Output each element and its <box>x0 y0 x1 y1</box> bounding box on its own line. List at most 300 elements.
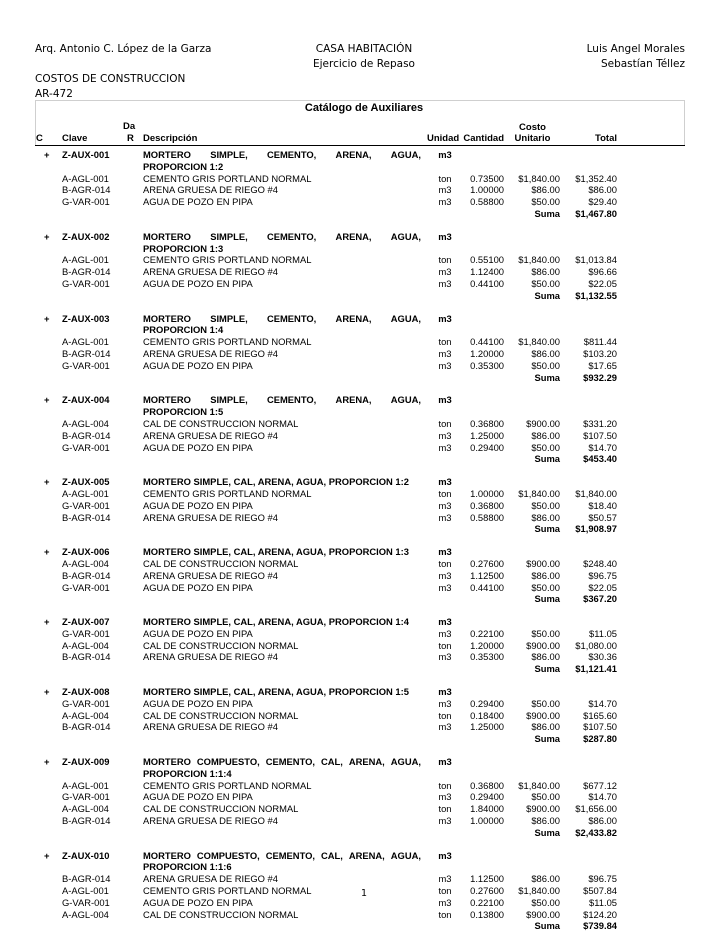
item-quantity: 0.36800 <box>470 779 504 791</box>
item-unit: ton <box>438 172 452 184</box>
header-project <box>250 42 478 72</box>
item-unit-cost: $86.00 <box>531 184 560 196</box>
group-description <box>143 756 421 768</box>
description-word: SIMPLE, <box>210 230 248 242</box>
description-word: ARENA, <box>335 230 372 242</box>
col-header-r: R <box>127 133 134 144</box>
item-unit: m3 <box>438 441 452 453</box>
item-unit: m3 <box>438 627 452 639</box>
item-row <box>0 570 728 582</box>
group-spacer <box>0 465 728 476</box>
group-description: MORTERO SIMPLE, CAL, ARENA, AGUA, PROPORCION 1:4 <box>143 616 409 628</box>
item-description: AGUA DE POZO EN PIPA <box>143 896 253 908</box>
item-quantity: 0.22100 <box>470 896 504 908</box>
item-description: AGUA DE POZO EN PIPA <box>143 499 253 511</box>
description-word: ARENA, <box>348 756 385 768</box>
item-quantity: 0.22100 <box>470 627 504 639</box>
item-unit-cost: $50.00 <box>531 441 560 453</box>
item-row <box>0 336 728 348</box>
group-description-continuation <box>0 861 728 873</box>
group-description <box>143 394 421 406</box>
item-unit-cost: $86.00 <box>531 651 560 663</box>
item-total: $1,013.84 <box>575 254 617 266</box>
item-clave: A-AGL-001 <box>62 172 109 184</box>
group-spacer <box>0 302 728 313</box>
item-unit-cost: $900.00 <box>526 908 560 920</box>
group-description <box>143 313 421 325</box>
col-header-c: C <box>36 133 43 144</box>
col-header-total: Total <box>595 133 617 144</box>
group-spacer <box>0 220 728 231</box>
group-clave: Z-AUX-004 <box>62 394 110 406</box>
suma-label: Suma <box>534 826 560 838</box>
item-description: ARENA GRUESA DE RIEGO #4 <box>143 266 278 278</box>
group-spacer <box>0 605 728 616</box>
item-row <box>0 360 728 372</box>
item-row <box>0 791 728 803</box>
item-quantity: 0.58800 <box>470 196 504 208</box>
item-row <box>0 418 728 430</box>
item-quantity: 0.13800 <box>470 908 504 920</box>
item-unit: m3 <box>438 359 452 371</box>
suma-row <box>0 372 728 384</box>
item-total: $50.57 <box>588 511 617 523</box>
item-description: ARENA GRUESA DE RIEGO #4 <box>143 721 278 733</box>
header-students <box>587 42 685 72</box>
col-header-unitario: Unitario <box>514 133 551 144</box>
item-clave: A-AGL-004 <box>62 908 109 920</box>
item-clave: G-VAR-001 <box>62 499 110 511</box>
group-header-row <box>0 476 728 488</box>
expand-mark: + <box>44 546 50 558</box>
item-unit: ton <box>438 639 452 651</box>
group-clave: Z-AUX-010 <box>62 849 110 861</box>
expand-mark: + <box>44 149 50 160</box>
suma-label: Suma <box>534 733 560 745</box>
item-unit: m3 <box>438 347 452 359</box>
item-clave: A-AGL-004 <box>62 709 109 721</box>
description-word: CEMENTO, <box>265 756 316 768</box>
item-quantity: 1.25000 <box>470 721 504 733</box>
item-description: CAL DE CONSTRUCCION NORMAL <box>143 709 299 721</box>
group-description-continuation <box>0 768 728 780</box>
item-clave: A-AGL-004 <box>62 417 109 429</box>
item-row <box>0 196 728 208</box>
item-total: $1,352.40 <box>575 172 617 184</box>
item-quantity: 0.29400 <box>470 791 504 803</box>
item-total: $1,656.00 <box>575 803 617 815</box>
item-row <box>0 254 728 266</box>
item-unit-cost: $50.00 <box>531 196 560 208</box>
description-word: ARENA, <box>348 849 385 861</box>
expand-mark: + <box>44 849 50 861</box>
item-unit: ton <box>438 885 452 897</box>
item-unit: ton <box>438 417 452 429</box>
item-clave: A-AGL-001 <box>62 336 109 348</box>
item-unit-cost: $900.00 <box>526 557 560 569</box>
item-unit: m3 <box>438 791 452 803</box>
item-unit: ton <box>438 803 452 815</box>
group-spacer <box>0 535 728 546</box>
group-unit: m3 <box>438 394 452 406</box>
group-spacer <box>0 839 728 850</box>
item-unit-cost: $86.00 <box>531 721 560 733</box>
item-unit-cost: $1,840.00 <box>518 779 560 791</box>
item-unit-cost: $50.00 <box>531 627 560 639</box>
header-author <box>35 42 211 57</box>
description-word: COMPUESTO, <box>196 849 260 861</box>
item-quantity: 0.44100 <box>470 336 504 348</box>
description-word: MORTERO <box>143 312 191 324</box>
suma-row <box>0 663 728 675</box>
group-header-row <box>0 394 728 406</box>
header-project-subtitle: Ejercicio de Repaso <box>313 58 415 70</box>
expand-mark: + <box>44 756 50 768</box>
item-clave: G-VAR-001 <box>62 441 110 453</box>
item-description: AGUA DE POZO EN PIPA <box>143 196 253 208</box>
item-clave: G-VAR-001 <box>62 277 110 289</box>
group-unit: m3 <box>438 616 452 628</box>
item-quantity: 1.25000 <box>470 429 504 441</box>
item-quantity: 1.00000 <box>470 815 504 827</box>
item-description: ARENA GRUESA DE RIEGO #4 <box>143 651 278 663</box>
item-unit-cost: $1,840.00 <box>518 336 560 348</box>
col-header-unidad: Unidad <box>427 133 460 144</box>
suma-row <box>0 593 728 605</box>
item-unit-cost: $86.00 <box>531 266 560 278</box>
item-unit-cost: $1,840.00 <box>518 254 560 266</box>
item-quantity: 0.35300 <box>470 359 504 371</box>
group-description: MORTERO SIMPLE, CAL, ARENA, AGUA, PROPORCION 1:5 <box>143 686 409 698</box>
item-description: AGUA DE POZO EN PIPA <box>143 697 253 709</box>
item-total: $14.70 <box>588 697 617 709</box>
group-unit: m3 <box>438 686 452 698</box>
item-quantity: 1.00000 <box>470 487 504 499</box>
group-description <box>143 149 421 161</box>
suma-row <box>0 920 728 932</box>
item-unit-cost: $86.00 <box>531 569 560 581</box>
suma-label: Suma <box>534 523 560 535</box>
item-clave: B-AGR-014 <box>62 873 111 885</box>
item-description: CEMENTO GRIS PORTLAND NORMAL <box>143 885 312 897</box>
group-spacer <box>0 383 728 394</box>
header-student-2: Sebastían Téllez <box>600 58 685 70</box>
expand-mark: + <box>44 686 50 698</box>
item-description: ARENA GRUESA DE RIEGO #4 <box>143 815 278 827</box>
item-total: $124.20 <box>583 908 617 920</box>
item-unit: m3 <box>438 184 452 196</box>
group-unit: m3 <box>438 849 452 861</box>
expand-mark: + <box>44 616 50 628</box>
item-clave: A-AGL-004 <box>62 639 109 651</box>
item-quantity: 0.36800 <box>470 499 504 511</box>
header-student-1: Luis Angel Morales <box>586 43 685 55</box>
item-unit-cost: $86.00 <box>531 873 560 885</box>
item-quantity: 1.84000 <box>470 803 504 815</box>
item-row <box>0 803 728 815</box>
item-description: CAL DE CONSTRUCCION NORMAL <box>143 417 299 429</box>
item-row <box>0 721 728 733</box>
item-clave: G-VAR-001 <box>62 896 110 908</box>
item-total: $22.05 <box>588 277 617 289</box>
item-clave: B-AGR-014 <box>62 511 111 523</box>
group-description-line2: PROPORCION 1:1:6 <box>143 861 232 873</box>
group-clave: Z-AUX-003 <box>62 312 110 324</box>
suma-value: $2,433.82 <box>575 826 617 838</box>
header-rule <box>35 145 685 146</box>
group-description-line2: PROPORCION 1:2 <box>143 160 224 172</box>
item-clave: A-AGL-001 <box>62 254 109 266</box>
item-quantity: 0.58800 <box>470 511 504 523</box>
item-clave: G-VAR-001 <box>62 359 110 371</box>
item-quantity: 1.00000 <box>470 184 504 196</box>
item-quantity: 1.20000 <box>470 639 504 651</box>
group-description-continuation <box>0 406 728 418</box>
description-word: SIMPLE, <box>210 149 248 160</box>
description-word: SIMPLE, <box>210 394 248 406</box>
item-unit: m3 <box>438 721 452 733</box>
item-description: ARENA GRUESA DE RIEGO #4 <box>143 873 278 885</box>
item-total: $18.40 <box>588 499 617 511</box>
item-clave: G-VAR-001 <box>62 697 110 709</box>
col-header-descripcion: Descripción <box>143 133 198 144</box>
group-clave: Z-AUX-006 <box>62 546 110 558</box>
item-row <box>0 558 728 570</box>
item-description: CEMENTO GRIS PORTLAND NORMAL <box>143 172 312 184</box>
item-unit: m3 <box>438 896 452 908</box>
item-total: $507.84 <box>583 885 617 897</box>
suma-value: $1,132.55 <box>575 289 617 301</box>
item-total: $96.75 <box>588 873 617 885</box>
table-frame-top <box>35 100 685 101</box>
item-row <box>0 430 728 442</box>
auxiliares-table <box>0 149 728 932</box>
item-row <box>0 348 728 360</box>
item-unit: m3 <box>438 511 452 523</box>
group-description <box>143 231 421 243</box>
item-row <box>0 698 728 710</box>
group-clave: Z-AUX-007 <box>62 616 110 628</box>
item-unit-cost: $86.00 <box>531 511 560 523</box>
item-unit-cost: $50.00 <box>531 359 560 371</box>
item-unit-cost: $50.00 <box>531 277 560 289</box>
item-quantity: 0.36800 <box>470 417 504 429</box>
item-total: $17.65 <box>588 359 617 371</box>
description-word: AGUA, <box>390 756 421 768</box>
group-spacer <box>0 675 728 686</box>
item-total: $96.66 <box>588 266 617 278</box>
suma-value: $1,908.97 <box>575 523 617 535</box>
group-header-row <box>0 850 728 862</box>
item-unit: ton <box>438 779 452 791</box>
item-total: $107.50 <box>583 721 617 733</box>
item-unit-cost: $50.00 <box>531 896 560 908</box>
item-total: $22.05 <box>588 581 617 593</box>
group-clave: Z-AUX-005 <box>62 476 110 488</box>
item-total: $331.20 <box>583 417 617 429</box>
item-total: $11.05 <box>589 627 617 639</box>
item-unit: ton <box>438 254 452 266</box>
suma-row <box>0 290 728 302</box>
item-description: ARENA GRUESA DE RIEGO #4 <box>143 569 278 581</box>
item-clave: B-AGR-014 <box>62 815 111 827</box>
item-unit-cost: $50.00 <box>531 791 560 803</box>
item-description: CEMENTO GRIS PORTLAND NORMAL <box>143 487 312 499</box>
item-row <box>0 442 728 454</box>
item-total: $96.75 <box>588 569 617 581</box>
group-description-line2: PROPORCION 1:1:4 <box>143 767 232 779</box>
item-total: $1,080.00 <box>575 639 617 651</box>
item-quantity: 1.12400 <box>470 266 504 278</box>
suma-label: Suma <box>534 371 560 383</box>
item-description: CEMENTO GRIS PORTLAND NORMAL <box>143 254 312 266</box>
item-unit: m3 <box>438 581 452 593</box>
description-word: CEMENTO, <box>265 849 316 861</box>
suma-value: $287.80 <box>583 733 617 745</box>
group-header-row <box>0 546 728 558</box>
description-word: CEMENTO, <box>266 312 317 324</box>
suma-row <box>0 208 728 220</box>
group-unit: m3 <box>438 756 452 768</box>
suma-value: $367.20 <box>583 593 617 605</box>
suma-value: $932.29 <box>583 371 617 383</box>
item-clave: G-VAR-001 <box>62 581 110 593</box>
item-clave: B-AGR-014 <box>62 429 111 441</box>
group-clave: Z-AUX-008 <box>62 686 110 698</box>
item-row <box>0 278 728 290</box>
item-row <box>0 173 728 185</box>
item-row <box>0 512 728 524</box>
item-quantity: 0.18400 <box>470 709 504 721</box>
item-unit: m3 <box>438 651 452 663</box>
item-description: CAL DE CONSTRUCCION NORMAL <box>143 639 299 651</box>
header-project-title: CASA HABITACIÓN <box>315 43 413 55</box>
group-description <box>143 850 421 862</box>
item-description: AGUA DE POZO EN PIPA <box>143 791 253 803</box>
item-row <box>0 488 728 500</box>
description-word: AGUA, <box>390 230 421 242</box>
group-unit: m3 <box>438 476 452 488</box>
group-description-line2: PROPORCION 1:3 <box>143 242 224 254</box>
item-unit-cost: $50.00 <box>531 581 560 593</box>
item-description: CEMENTO GRIS PORTLAND NORMAL <box>143 336 312 348</box>
item-total: $1,840.00 <box>575 487 617 499</box>
group-header-row <box>0 686 728 698</box>
item-total: $14.70 <box>588 791 617 803</box>
item-unit: ton <box>438 908 452 920</box>
item-unit-cost: $900.00 <box>526 709 560 721</box>
description-word: CAL, <box>321 849 343 861</box>
item-row <box>0 710 728 722</box>
item-clave: A-AGL-004 <box>62 803 109 815</box>
item-description: AGUA DE POZO EN PIPA <box>143 441 253 453</box>
suma-label: Suma <box>534 593 560 605</box>
item-description: AGUA DE POZO EN PIPA <box>143 277 253 289</box>
description-word: MORTERO <box>143 394 191 406</box>
item-unit: m3 <box>438 499 452 511</box>
item-unit-cost: $1,840.00 <box>518 172 560 184</box>
suma-label: Suma <box>534 207 560 219</box>
item-description: ARENA GRUESA DE RIEGO #4 <box>143 429 278 441</box>
item-clave: B-AGR-014 <box>62 651 111 663</box>
item-quantity: 0.73500 <box>470 172 504 184</box>
item-unit: m3 <box>438 277 452 289</box>
item-total: $86.00 <box>588 184 617 196</box>
item-clave: A-AGL-001 <box>62 885 109 897</box>
expand-mark: + <box>44 476 50 488</box>
group-clave: Z-AUX-009 <box>62 756 110 768</box>
item-description: CAL DE CONSTRUCCION NORMAL <box>143 557 299 569</box>
suma-value: $1,121.41 <box>575 663 617 675</box>
description-word: ARENA, <box>335 394 372 406</box>
group-description-continuation <box>0 243 728 255</box>
item-unit: m3 <box>438 697 452 709</box>
group-unit: m3 <box>438 149 452 160</box>
item-clave: B-AGR-014 <box>62 347 111 359</box>
item-row <box>0 500 728 512</box>
item-total: $86.00 <box>588 815 617 827</box>
catalog-title: Catálogo de Auxiliares <box>304 102 424 114</box>
suma-row <box>0 453 728 465</box>
item-total: $14.70 <box>588 441 617 453</box>
description-word: CEMENTO, <box>266 149 317 160</box>
group-header-row <box>0 756 728 768</box>
group-clave: Z-AUX-001 <box>62 149 110 160</box>
item-total: $103.20 <box>583 347 617 359</box>
item-quantity: 0.44100 <box>470 277 504 289</box>
item-row <box>0 628 728 640</box>
item-unit: m3 <box>438 815 452 827</box>
item-quantity: 0.55100 <box>470 254 504 266</box>
item-row <box>0 651 728 663</box>
expand-mark: + <box>44 312 50 324</box>
item-quantity: 1.20000 <box>470 347 504 359</box>
col-header-costo: Costo <box>519 122 546 133</box>
group-description: MORTERO SIMPLE, CAL, ARENA, AGUA, PROPORCION 1:3 <box>143 546 409 558</box>
group-description-continuation <box>0 161 728 173</box>
item-clave: B-AGR-014 <box>62 569 111 581</box>
item-quantity: 0.35300 <box>470 651 504 663</box>
item-unit: ton <box>438 557 452 569</box>
item-description: AGUA DE POZO EN PIPA <box>143 627 253 639</box>
item-clave: A-AGL-004 <box>62 557 109 569</box>
description-word: CEMENTO, <box>266 230 317 242</box>
description-word: AGUA, <box>390 849 421 861</box>
group-header-row <box>0 149 728 161</box>
item-quantity: 0.29400 <box>470 697 504 709</box>
item-unit-cost: $86.00 <box>531 347 560 359</box>
item-unit: m3 <box>438 569 452 581</box>
item-description: ARENA GRUESA DE RIEGO #4 <box>143 347 278 359</box>
group-description-continuation <box>0 324 728 336</box>
item-unit: m3 <box>438 266 452 278</box>
item-row <box>0 909 728 921</box>
item-total: $30.36 <box>588 651 617 663</box>
item-clave: A-AGL-001 <box>62 487 109 499</box>
group-unit: m3 <box>438 312 452 324</box>
item-unit-cost: $50.00 <box>531 499 560 511</box>
description-word: MORTERO <box>143 849 191 861</box>
description-word: AGUA, <box>390 149 421 160</box>
group-spacer <box>0 745 728 756</box>
page-number: 1 <box>360 888 368 899</box>
item-unit: ton <box>438 336 452 348</box>
description-word: AGUA, <box>390 312 421 324</box>
item-clave: G-VAR-001 <box>62 791 110 803</box>
col-header-cantidad: Cantidad <box>463 133 504 144</box>
suma-label: Suma <box>534 289 560 301</box>
item-total: $811.44 <box>583 336 617 348</box>
